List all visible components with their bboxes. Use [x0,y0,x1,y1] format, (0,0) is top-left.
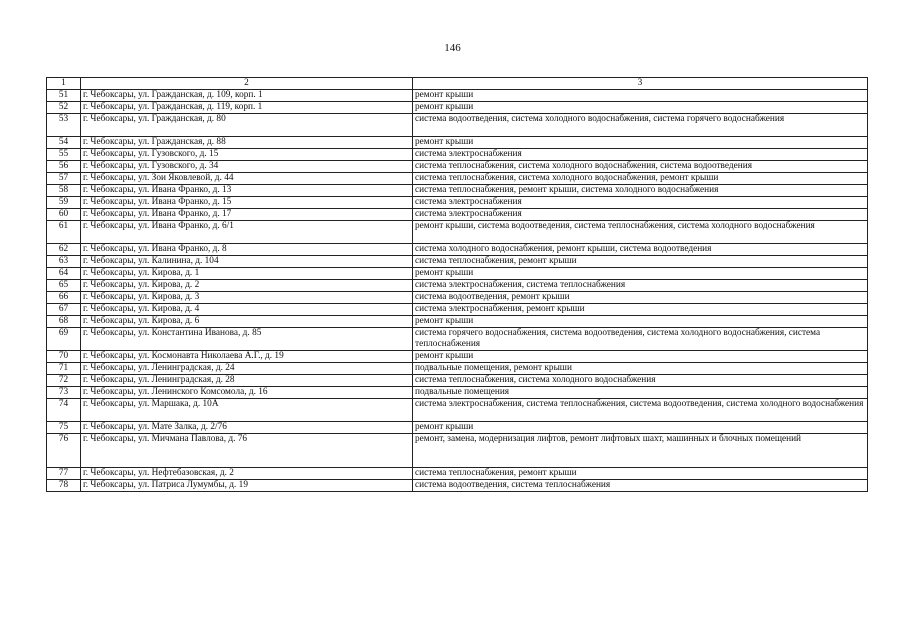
row-address: г. Чебоксары, ул. Ленинградская, д. 28 [81,375,413,387]
row-number: 72 [47,375,81,387]
row-works: ремонт крыши [413,268,868,280]
table-row [47,197,868,209]
row-works: ремонт крыши [413,351,868,363]
row-works: система теплоснабжения, система холодного водоснабжения, ремонт крыши [413,173,868,185]
row-works: ремонт крыши [413,316,868,328]
table-row [47,480,868,492]
table-row [47,399,868,422]
table-row [47,328,868,351]
row-address: г. Чебоксары, ул. Гузовского, д. 15 [81,149,413,161]
row-number: 66 [47,292,81,304]
row-address: г. Чебоксары, ул. Ивана Франко, д. 15 [81,197,413,209]
row-number: 78 [47,480,81,492]
row-address: г. Чебоксары, ул. Маршака, д. 10А [81,399,413,422]
row-address: г. Чебоксары, ул. Мичмана Павлова, д. 76 [81,434,413,468]
row-works: система горячего водоснабжения, система водоотведения, система холодного водоснабжения, система теплоснабжения [413,328,868,351]
row-address: г. Чебоксары, ул. Кирова, д. 3 [81,292,413,304]
row-address: г. Чебоксары, ул. Ивана Франко, д. 13 [81,185,413,197]
row-number: 71 [47,363,81,375]
row-address: г. Чебоксары, ул. Кирова, д. 2 [81,280,413,292]
row-works: ремонт крыши, система водоотведения, система теплоснабжения, система холодного водоснабжения [413,221,868,244]
row-number: 65 [47,280,81,292]
row-address: г. Чебоксары, ул. Гражданская, д. 88 [81,137,413,149]
table-row [47,173,868,185]
row-address: г. Чебоксары, ул. Ленинского Комсомола, д. 16 [81,387,413,399]
row-works: система холодного водоснабжения, ремонт крыши, система водоотведения [413,244,868,256]
table-row [47,387,868,399]
row-number: 73 [47,387,81,399]
page-number: 146 [444,42,461,54]
column-header-3: 3 [413,78,868,90]
row-works: ремонт крыши [413,102,868,114]
row-works: система электроснабжения, ремонт крыши [413,304,868,316]
table-row [47,209,868,221]
table-row [47,363,868,375]
table-row [47,351,868,363]
row-works: ремонт, замена, модернизация лифтов, ремонт лифтовых шахт, машинных и блочных помещений [413,434,868,468]
row-number: 54 [47,137,81,149]
row-number: 61 [47,221,81,244]
table-row [47,221,868,244]
table-row [47,304,868,316]
row-address: г. Чебоксары, ул. Нефтебазовская, д. 2 [81,468,413,480]
row-works: система теплоснабжения, ремонт крыши [413,468,868,480]
table-row [47,185,868,197]
row-address: г. Чебоксары, ул. Ивана Франко, д. 8 [81,244,413,256]
row-works: подвальные помещения [413,387,868,399]
row-number: 70 [47,351,81,363]
table-row [47,114,868,137]
row-address: г. Чебоксары, ул. Патриса Лумумбы, д. 19 [81,480,413,492]
row-works: система электроснабжения, система теплоснабжения [413,280,868,292]
row-works: система теплоснабжения, ремонт крыши, система холодного водоснабжения [413,185,868,197]
row-number: 74 [47,399,81,422]
row-number: 75 [47,422,81,434]
row-works: система теплоснабжения, ремонт крыши [413,256,868,268]
row-works: система теплоснабжения, система холодного водоснабжения [413,375,868,387]
row-works: ремонт крыши [413,137,868,149]
row-address: г. Чебоксары, ул. Константина Иванова, д. 85 [81,328,413,351]
table-row [47,468,868,480]
row-number: 57 [47,173,81,185]
row-number: 77 [47,468,81,480]
row-address: г. Чебоксары, ул. Кирова, д. 6 [81,316,413,328]
table-row [47,149,868,161]
row-address: г. Чебоксары, ул. Ленинградская, д. 24 [81,363,413,375]
row-number: 51 [47,90,81,102]
table-row [47,161,868,173]
row-works: ремонт крыши [413,422,868,434]
row-number: 58 [47,185,81,197]
row-address: г. Чебоксары, ул. Ивана Франко, д. 6/1 [81,221,413,244]
row-address: г. Чебоксары, ул. Космонавта Николаева А.Г., д. 19 [81,351,413,363]
row-works: система водоотведения, система теплоснабжения [413,480,868,492]
row-address: г. Чебоксары, ул. Гражданская, д. 119, корп. 1 [81,102,413,114]
row-address: г. Чебоксары, ул. Зои Яковлевой, д. 44 [81,173,413,185]
table-row [47,256,868,268]
table-row [47,244,868,256]
row-works: система теплоснабжения, система холодного водоснабжения, система водоотведения [413,161,868,173]
row-address: г. Чебоксары, ул. Гражданская, д. 80 [81,114,413,137]
row-address: г. Чебоксары, ул. Гузовского, д. 34 [81,161,413,173]
row-works: система электроснабжения [413,149,868,161]
row-works: система электроснабжения, система теплоснабжения, система водоотведения, система холодного водоснабжения [413,399,868,422]
table-row [47,102,868,114]
table-header-row [47,78,868,90]
row-number: 62 [47,244,81,256]
row-number: 76 [47,434,81,468]
row-number: 60 [47,209,81,221]
column-header-2: 2 [81,78,413,90]
row-address: г. Чебоксары, ул. Ивана Франко, д. 17 [81,209,413,221]
row-number: 69 [47,328,81,351]
row-address: г. Чебоксары, ул. Кирова, д. 4 [81,304,413,316]
row-number: 56 [47,161,81,173]
table-row [47,90,868,102]
row-number: 53 [47,114,81,137]
row-works: подвальные помещения, ремонт крыши [413,363,868,375]
row-address: г. Чебоксары, ул. Гражданская, д. 109, корп. 1 [81,90,413,102]
row-number: 52 [47,102,81,114]
row-number: 59 [47,197,81,209]
row-address: г. Чебоксары, ул. Калинина, д. 104 [81,256,413,268]
table-row [47,268,868,280]
row-works: система водоотведения, ремонт крыши [413,292,868,304]
row-works: система электроснабжения [413,209,868,221]
table-row [47,316,868,328]
table-row [47,292,868,304]
row-address: г. Чебоксары, ул. Мате Залка, д. 2/76 [81,422,413,434]
row-number: 67 [47,304,81,316]
row-number: 55 [47,149,81,161]
table-row [47,280,868,292]
row-number: 68 [47,316,81,328]
row-number: 63 [47,256,81,268]
table-row [47,422,868,434]
row-works: система электроснабжения [413,197,868,209]
row-address: г. Чебоксары, ул. Кирова, д. 1 [81,268,413,280]
row-works: система водоотведения, система холодного водоснабжения, система горячего водоснабжения [413,114,868,137]
works-table [46,77,868,492]
table-row [47,137,868,149]
row-number: 64 [47,268,81,280]
table-row [47,434,868,468]
column-header-1: 1 [47,78,81,90]
table-row [47,375,868,387]
row-works: ремонт крыши [413,90,868,102]
